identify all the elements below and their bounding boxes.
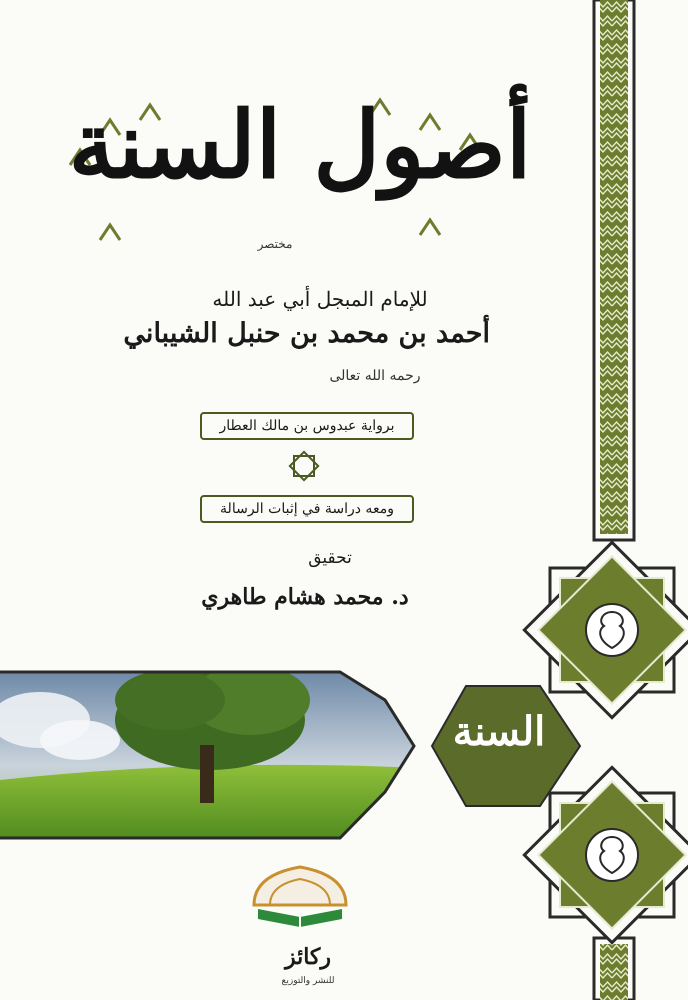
study-box: ومعه دراسة في إثبات الرسالة <box>200 495 414 523</box>
author-suffix: رحمه الله تعالى <box>329 368 421 384</box>
border-strip-upper-pattern <box>600 0 628 534</box>
title-subscript: مختصر <box>257 237 293 251</box>
badge-text: السنة <box>452 708 546 755</box>
editor-name: د. محمد هشام طاهري <box>201 584 409 610</box>
star-ornament-icon <box>290 452 318 480</box>
publisher-tagline: للنشر والتوزيع <box>281 976 335 986</box>
star-medallion-upper <box>524 542 688 717</box>
book-title: أصول السنة <box>68 91 532 199</box>
author-name: أحمد بن محمد بن حنبل الشيباني <box>123 318 490 349</box>
publisher-logo-icon <box>254 867 346 927</box>
narration-box: برواية عبدوس بن مالك العطار <box>200 412 414 440</box>
landscape-image <box>0 665 420 842</box>
tahqiq-label: تحقيق <box>308 548 352 568</box>
author-prefix: للإمام المبجل أبي عبد الله <box>212 287 428 311</box>
border-strip-lower-pattern <box>600 944 628 1000</box>
publisher-name: ركائز <box>284 944 332 970</box>
